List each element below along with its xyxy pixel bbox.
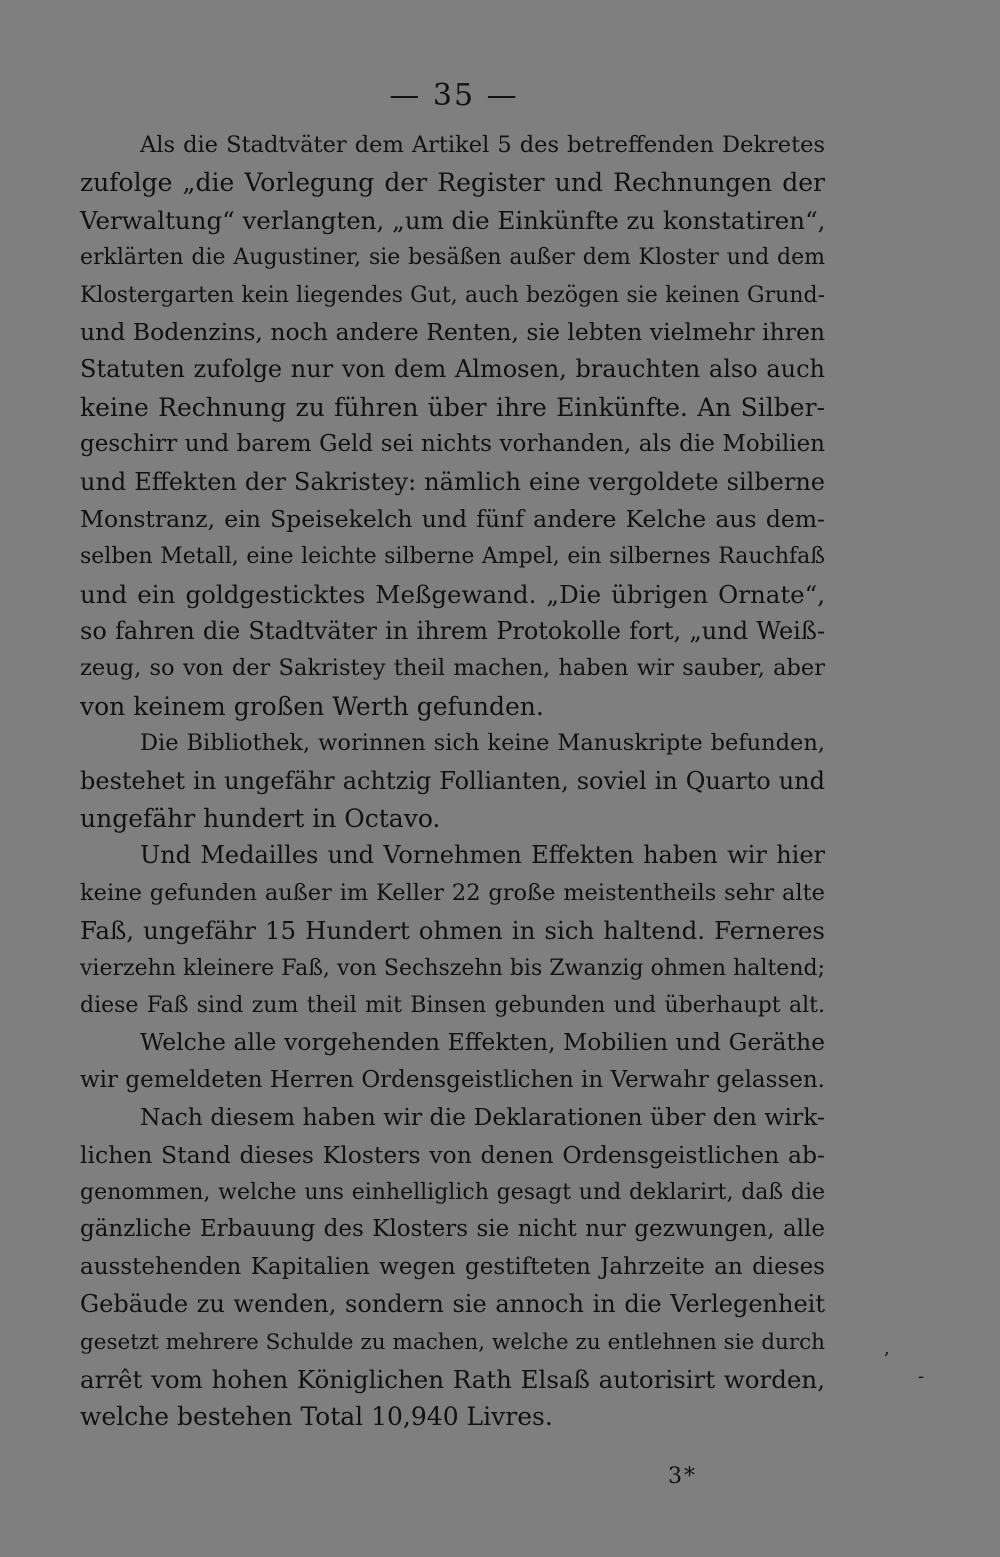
text-line: geschirr und barem Geld sei nichts vorhanden, als die Mobilien [80,431,825,458]
text-line: diese Faß sind zum theil mit Binsen gebunden und überhaupt alt. [80,992,825,1018]
text-line: gesetzt mehrere Schulde zu machen, welche zu entlehnen sie durch [80,1329,825,1355]
text-line: Statuten zufolge nur von dem Almosen, brauchten also auch [80,355,825,384]
text-line: Als die Stadtväter dem Artikel 5 des betreffenden Dekretes [140,132,825,158]
text-line: zeug, so von der Sakristey theil machen, haben wir sauber, aber [80,655,825,682]
text-line: Nach diesem haben wir die Deklarationen über den wirk- [140,1103,825,1132]
text-line: gänzliche Erbauung des Klosters sie nicht nur gezwungen, alle [80,1216,825,1243]
text-line: und Effekten der Sakristey: nämlich eine vergoldete silberne [80,467,825,496]
text-line: Monstranz, ein Speisekelch und fünf andere Kelche aus dem- [80,504,825,533]
text-line: genommen, welche uns einhelliglich gesagt und deklarirt, daß die [80,1179,825,1205]
text-line: und ein goldgesticktes Meßgewand. „Die übrigen Ornate“, [80,579,825,609]
text-line: wir gemeldeten Herren Ordensgeistlichen in Verwahr gelassen. [80,1066,825,1093]
text-line: Faß, ungefähr 15 Hundert ohmen in sich haltend. Ferneres [80,916,825,946]
text-line: lichen Stand dieses Klosters von denen Ordensgeistlichen ab- [80,1140,825,1169]
text-line: Die Bibliothek, worinnen sich keine Manuskripte befunden, [140,730,825,757]
body-text [80,127,825,1436]
text-line: vierzehn kleinere Faß, von Sechszehn bis Zwanzig ohmen haltend; [80,955,825,981]
text-line: Klostergarten kein liegendes Gut, auch bezögen sie keinen Grund- [80,282,825,308]
text-line: erklärten die Augustiner, sie besäßen außer dem Kloster und dem [80,245,825,271]
text-line: ungefähr hundert in Octavo. [80,804,441,834]
text-line: arrêt vom hohen Königlichen Rath Elsaß autorisirt worden, [80,1364,825,1394]
text-line: Welche alle vorgehenden Effekten, Mobilien und Geräthe [140,1028,825,1057]
text-line: und Bodenzins, noch andere Renten, sie lebten vielmehr ihren [80,317,825,346]
text-line: von keinem großen Werth gefunden. [80,691,544,721]
signature-mark: 3* [668,1464,697,1489]
text-line: selben Metall, eine leichte silberne Ampel, ein silbernes Rauchfaß [80,544,825,570]
text-line: so fahren die Stadtväter in ihrem Protokolle fort, „und Weiß- [80,617,825,646]
text-line: zufolge „die Vorlegung der Register und Rechnungen der [80,168,825,198]
stray-mark: - [918,1366,925,1387]
text-line: Gebäude zu wenden, sondern sie annoch in die Verlegenheit [80,1290,825,1319]
text-line: keine gefunden außer im Keller 22 große meistentheils sehr alte [80,879,825,906]
text-line: ausstehenden Kapitalien wegen gestifteten Jahrzeite an dieses [80,1253,825,1280]
text-line: Und Medailles und Vornehmen Effekten haben wir hier [140,841,825,870]
text-line: keine Rechnung zu führen über ihre Einkünfte. An Silber- [80,392,825,422]
text-line: Verwaltung“ verlangten, „um die Einkünfte zu konstatiren“, [80,205,826,235]
page-number: — 35 — [389,78,519,113]
stray-mark: , [884,1338,890,1359]
text-line: welche bestehen Total 10,940 Livres. [80,1402,553,1432]
text-line: bestehet in ungefähr achtzig Follianten, soviel in Quarto und [80,766,825,795]
